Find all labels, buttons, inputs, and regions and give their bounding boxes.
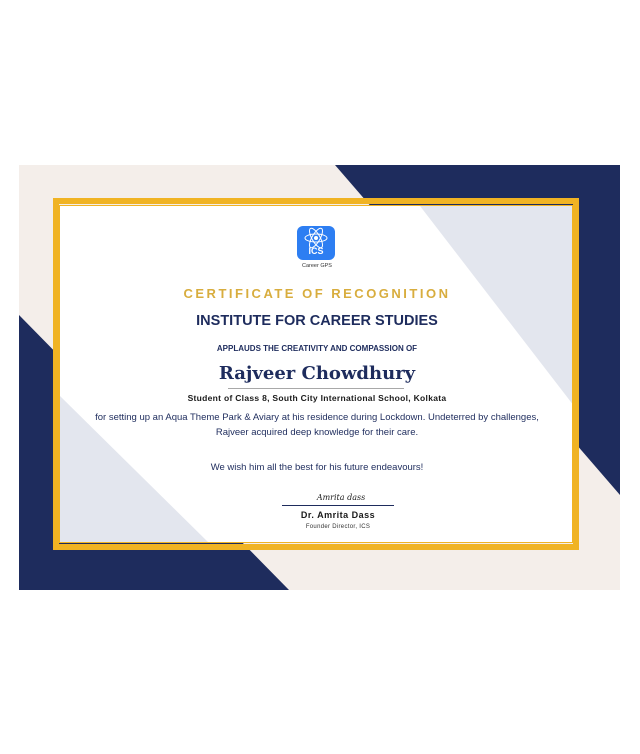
student-details: Student of Class 8, South City International School, Kolkata (187, 393, 447, 403)
signature-script: Amrita dass (316, 493, 366, 502)
signatory-title: Founder Director, ICS (305, 524, 371, 530)
achievement-description: for setting up an Aqua Theme Park & Aviary at his residence during Lockdown. Undeterred by challenges, Rajveer acquired deep knowledge for their care. (95, 412, 539, 438)
logo-text: ICS (308, 246, 324, 256)
signature-line (282, 505, 394, 506)
signature (286, 487, 396, 505)
applauds-line: APPLAUDS THE CREATIVITY AND COMPASSION OF (216, 344, 418, 353)
signatory-name: Dr. Amrita Dass (300, 510, 376, 520)
certificate-title: CERTIFICATE OF RECOGNITION (183, 286, 451, 301)
wish-line: We wish him all the best for his future endeavours! (210, 462, 424, 473)
recipient-name: Rajveer Chowdhury (218, 363, 416, 384)
institute-name: INSTITUTE FOR CAREER STUDIES (196, 313, 438, 329)
certificate-content (60, 206, 573, 543)
logo-subtitle: Career GPS (302, 263, 332, 269)
gold-inner-frame (59, 205, 573, 543)
recipient-underline (228, 388, 404, 389)
ics-logo (297, 226, 335, 260)
certificate (19, 165, 620, 590)
